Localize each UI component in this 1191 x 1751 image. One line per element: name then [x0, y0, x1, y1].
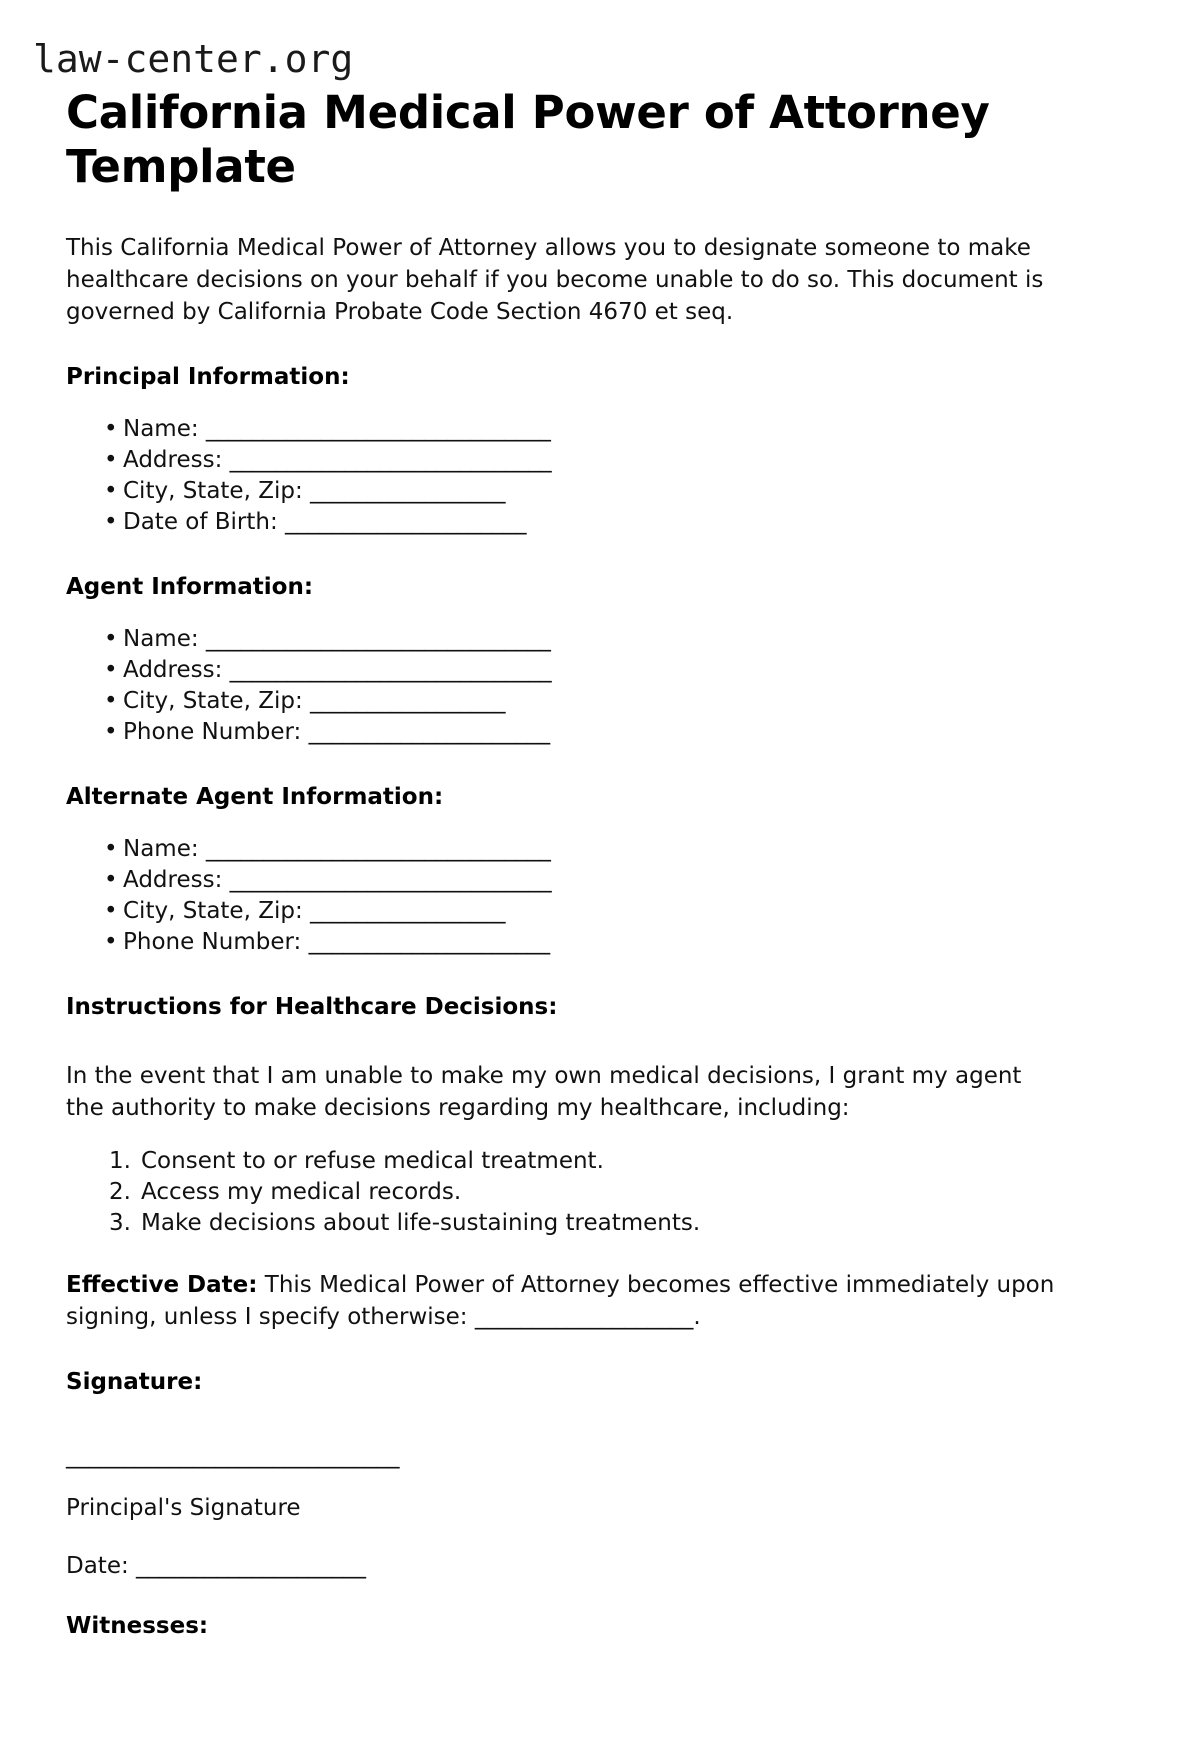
field-label: City, State, Zip: [123, 898, 311, 924]
fill-in-blank[interactable]: ____________________________ [229, 657, 552, 683]
fill-in-blank[interactable]: _________________ [310, 688, 506, 714]
list-item [104, 834, 1125, 865]
section-heading-witnesses: Witnesses: [66, 1613, 209, 1639]
fill-in-blank[interactable]: ____________________________ [229, 867, 552, 893]
field-label: Name: [123, 416, 206, 442]
field-label: City, State, Zip: [123, 478, 311, 504]
agent-field-list [66, 624, 1125, 748]
page-title: California Medical Power of Attorney Template [66, 86, 990, 193]
principal-field-list [66, 414, 1125, 538]
list-item: Consent to or refuse medical treatment. [141, 1148, 604, 1174]
field-label: Date of Birth: [123, 509, 286, 535]
effective-date-terminator: . [693, 1304, 701, 1330]
list-item [104, 717, 1125, 748]
fill-in-blank[interactable]: _________________ [310, 898, 506, 924]
effective-date-label: Effective Date: [66, 1272, 258, 1298]
list-item [104, 686, 1125, 717]
list-item [104, 655, 1125, 686]
list-item: Access my medical records. [141, 1179, 462, 1205]
site-brand-watermark: law-center.org [33, 37, 354, 81]
alternate-agent-field-list [66, 834, 1125, 958]
field-label: Date: [66, 1553, 137, 1579]
field-label: Name: [123, 836, 206, 862]
instructions-numbered-list [66, 1146, 1125, 1239]
section-heading-agent: Agent Information: [66, 574, 314, 600]
field-label: Address: [123, 447, 230, 473]
intro-paragraph: This California Medical Power of Attorney allows you to designate someone to make healthcare decisions on your behalf if you become unable to do so. This document is governed by California Probate Code Section 4670 et seq. [66, 235, 1044, 325]
field-label: City, State, Zip: [123, 688, 311, 714]
page-bottom-spacer [66, 1641, 1125, 1751]
instructions-paragraph: In the event that I am unable to make my own medical decisions, I grant my agent the authority to make decisions regarding my healthcare, including: [66, 1063, 1022, 1121]
fill-in-blank[interactable]: _____________________ [308, 719, 551, 745]
fill-in-blank[interactable]: _____________________ [308, 929, 551, 955]
list-item [104, 507, 1125, 538]
fill-in-blank[interactable]: _____________________ [285, 509, 527, 535]
fill-in-blank[interactable]: ____________________________ [229, 447, 552, 473]
fill-in-blank[interactable]: ______________________________ [205, 626, 551, 652]
list-item [104, 927, 1125, 958]
signature-date-row [66, 1551, 1125, 1581]
section-heading-instructions: Instructions for Healthcare Decisions: [66, 994, 558, 1020]
field-label: Phone Number: [123, 719, 309, 745]
fill-in-blank[interactable]: ______________________________ [205, 416, 551, 442]
section-heading-principal: Principal Information: [66, 364, 350, 390]
fill-in-blank[interactable]: ____________________ [136, 1553, 367, 1579]
signature-line[interactable]: _____________________________ [66, 1443, 400, 1469]
field-label: Address: [123, 867, 230, 893]
fill-in-blank[interactable]: _________________ [310, 478, 506, 504]
field-label: Address: [123, 657, 230, 683]
list-item [104, 476, 1125, 507]
section-heading-signature: Signature: [66, 1369, 203, 1395]
list-item [104, 865, 1125, 896]
list-item [104, 445, 1125, 476]
effective-date-paragraph [66, 1269, 1076, 1333]
list-item [104, 624, 1125, 655]
signature-caption: Principal's Signature [66, 1495, 301, 1521]
section-heading-alternate-agent: Alternate Agent Information: [66, 784, 444, 810]
field-label: Phone Number: [123, 929, 309, 955]
list-item [104, 414, 1125, 445]
fill-in-blank[interactable]: ___________________ [474, 1304, 694, 1330]
list-item: Make decisions about life-sustaining treatments. [141, 1210, 701, 1236]
effective-date-text: This Medical Power of Attorney becomes effective immediately upon signing, unless I specify otherwise: [66, 1272, 1055, 1330]
list-item [104, 896, 1125, 927]
field-label: Name: [123, 626, 206, 652]
fill-in-blank[interactable]: ______________________________ [205, 836, 551, 862]
